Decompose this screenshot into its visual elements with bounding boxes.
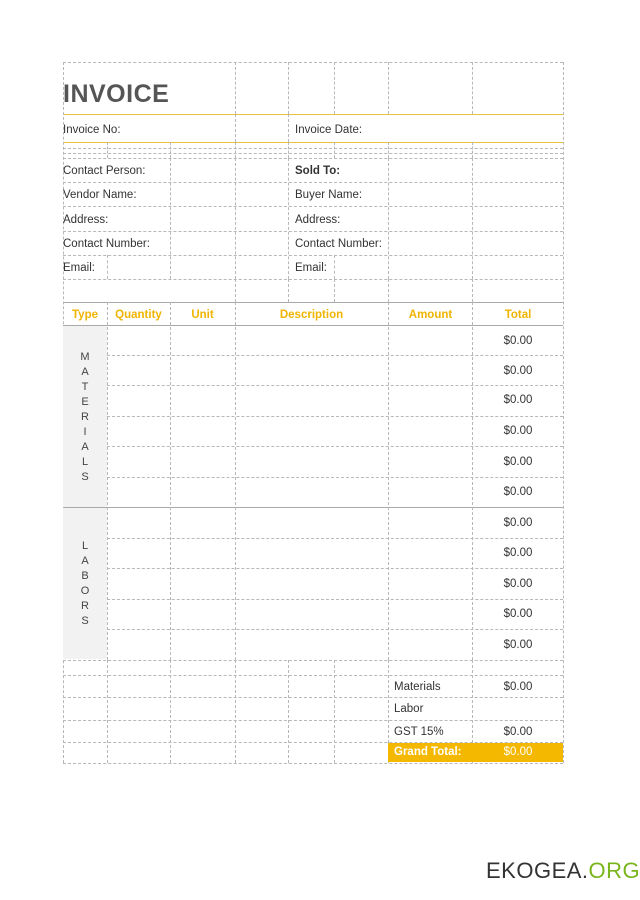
summary-gst-label: GST 15% xyxy=(394,726,444,738)
labors-type-cell xyxy=(63,508,107,659)
grid-line xyxy=(63,148,563,149)
grid-line xyxy=(235,62,236,114)
grid-line xyxy=(63,697,563,698)
labor-row-total: $0.00 xyxy=(503,517,533,529)
summary-labor-label: Labor xyxy=(394,703,424,715)
brand-logo xyxy=(486,858,640,884)
grid-line xyxy=(170,142,171,158)
summary-materials-value: $0.00 xyxy=(503,681,533,693)
grid-line xyxy=(472,279,473,302)
grid-line xyxy=(288,62,289,114)
materials-vertical-label: M A T E R I A L S xyxy=(80,351,90,483)
labor-row-total: $0.00 xyxy=(503,547,533,559)
header-amount: Amount xyxy=(408,309,453,321)
grid-line xyxy=(63,206,563,207)
material-row-total: $0.00 xyxy=(503,394,533,406)
grid-line xyxy=(107,629,563,630)
material-row-total: $0.00 xyxy=(503,335,533,347)
vendor-address-label: Address: xyxy=(63,214,109,226)
grid-line xyxy=(63,660,563,661)
grid-line xyxy=(235,660,236,763)
material-row-total: $0.00 xyxy=(503,425,533,437)
grid-line xyxy=(63,279,563,280)
labor-row-total: $0.00 xyxy=(503,608,533,620)
material-row-total: $0.00 xyxy=(503,365,533,377)
header-total: Total xyxy=(504,309,532,321)
grid-line xyxy=(63,182,563,183)
summary-gst-value: $0.00 xyxy=(503,726,533,738)
grid-line xyxy=(288,142,289,158)
material-row-total: $0.00 xyxy=(503,486,533,498)
table-header-bottom xyxy=(63,325,563,326)
grid-line xyxy=(107,477,563,478)
header-description: Description xyxy=(279,309,344,321)
section-divider xyxy=(63,507,563,508)
grid-line xyxy=(107,355,563,356)
buyer-contact-number-label: Contact Number: xyxy=(295,238,382,250)
grand-total-label: Grand Total: xyxy=(394,746,462,758)
grid-line xyxy=(288,660,289,763)
invoice-date-label: Invoice Date: xyxy=(295,124,363,136)
grid-line xyxy=(235,158,236,279)
grid-line xyxy=(235,302,236,660)
grid-line xyxy=(107,568,563,569)
grid-line xyxy=(107,446,563,447)
grid-line xyxy=(388,158,389,279)
grid-line xyxy=(472,158,473,279)
grid-line xyxy=(288,158,289,279)
grid-line xyxy=(63,720,563,721)
sold-to-label: Sold To: xyxy=(295,165,341,177)
grid-line xyxy=(107,660,108,763)
vendor-contact-number-label: Contact Number: xyxy=(63,238,150,250)
brand-part2: ORG xyxy=(588,858,640,883)
title-underline xyxy=(63,114,563,115)
grid-line xyxy=(63,675,563,676)
grid-line xyxy=(235,114,236,142)
grid-line xyxy=(107,416,563,417)
grid-line xyxy=(63,231,563,232)
grid-line xyxy=(63,255,563,256)
materials-type-cell xyxy=(63,326,107,507)
grid-line xyxy=(107,255,108,279)
vendor-email-label: Email: xyxy=(63,262,95,274)
labors-vertical-label: L A B O R S xyxy=(80,540,90,627)
summary-materials-label: Materials xyxy=(394,681,441,693)
grid-line xyxy=(388,302,389,660)
grid-line xyxy=(563,62,564,763)
grid-line xyxy=(472,142,473,158)
grid-line xyxy=(388,279,389,302)
grid-line xyxy=(334,660,335,763)
grid-line xyxy=(63,158,563,159)
buyer-address-label: Address: xyxy=(295,214,341,226)
grid-line xyxy=(63,763,563,764)
buyer-name-label: Buyer Name: xyxy=(295,189,363,201)
grid-line xyxy=(334,142,335,158)
grid-line xyxy=(107,302,108,660)
invoice-title: INVOICE xyxy=(63,80,170,108)
grid-line xyxy=(170,158,171,279)
grid-line xyxy=(472,62,473,114)
header-unit: Unit xyxy=(191,309,214,321)
grid-line xyxy=(288,114,289,142)
grid-line xyxy=(334,279,335,302)
grid-line xyxy=(170,302,171,660)
grid-line xyxy=(235,279,236,302)
grid-line xyxy=(107,538,563,539)
invoice-no-label: Invoice No: xyxy=(63,124,121,136)
brand-part1: EKOGEA. xyxy=(486,858,589,883)
grid-line xyxy=(107,385,563,386)
labor-row-total: $0.00 xyxy=(503,639,533,651)
grid-line xyxy=(63,153,563,154)
table-header-top xyxy=(63,302,563,303)
buyer-email-label: Email: xyxy=(295,262,327,274)
material-row-total: $0.00 xyxy=(503,456,533,468)
grid-line xyxy=(170,660,171,763)
contact-person-label: Contact Person: xyxy=(63,165,146,177)
grid-line xyxy=(235,142,236,158)
grand-total-value: $0.00 xyxy=(503,746,533,758)
grid-line xyxy=(63,142,563,143)
grid-line xyxy=(288,279,289,302)
header-type: Type xyxy=(72,309,98,321)
grid-line xyxy=(334,62,335,114)
grid-line xyxy=(388,142,389,158)
grid-line xyxy=(334,255,335,279)
grid-line xyxy=(388,62,389,114)
grid-line xyxy=(107,142,108,158)
vendor-name-label: Vendor Name: xyxy=(63,189,137,201)
grid-line xyxy=(107,599,563,600)
grid-line xyxy=(63,62,563,63)
labor-row-total: $0.00 xyxy=(503,578,533,590)
header-quantity: Quantity xyxy=(115,309,162,321)
